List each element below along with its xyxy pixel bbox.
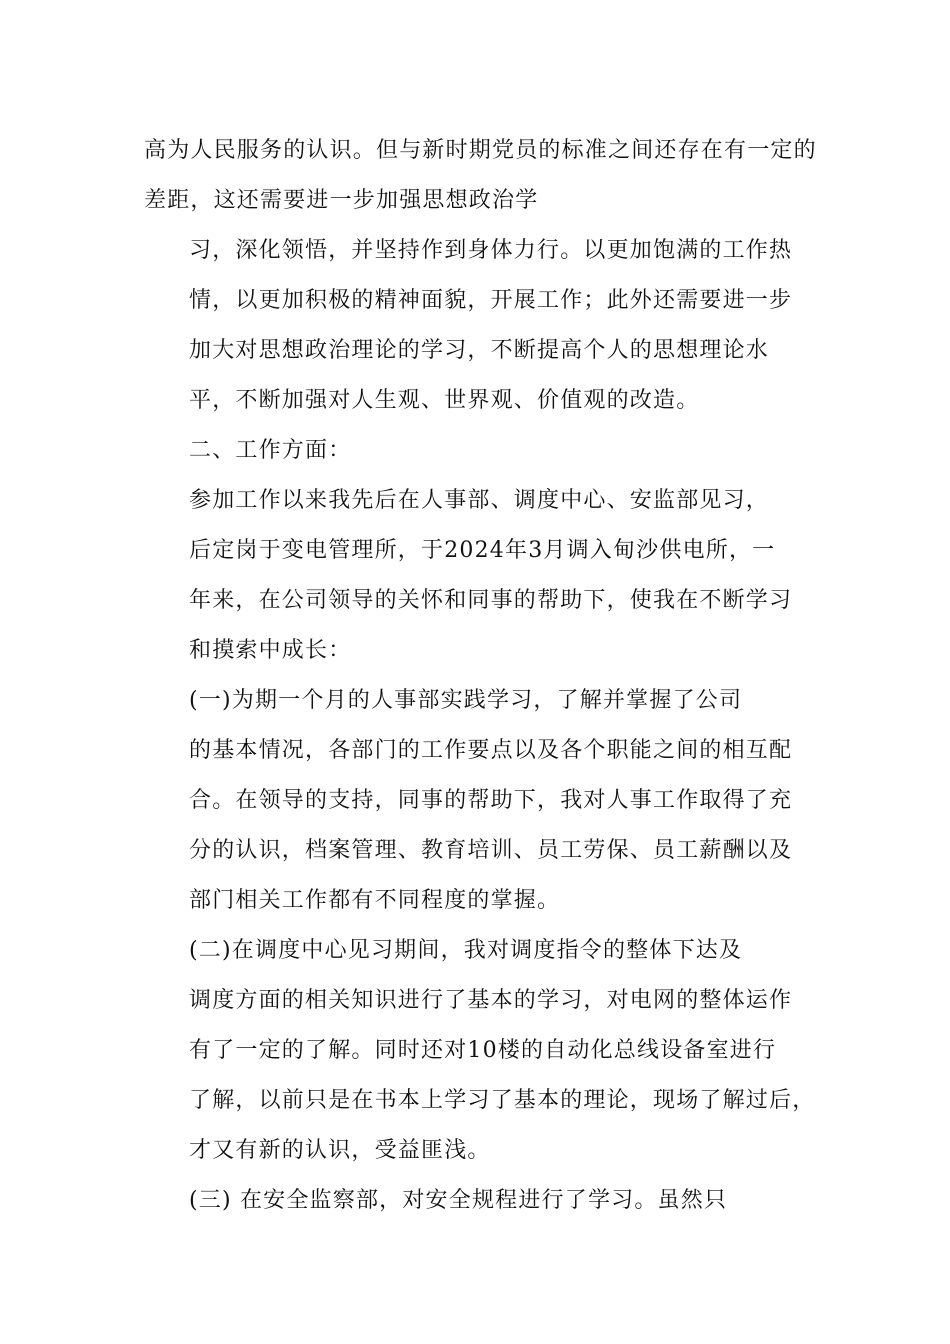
text-line-21: 才又有新的认识，受益匪浅。 (189, 1138, 491, 1163)
text-line-17: (二)在调度中心见习期间，我对调度指令的整体下达及 (189, 938, 743, 963)
text-line-3: 习，深化领悟，并坚持作到身体力行。以更加饱满的工作热 (189, 238, 793, 263)
text-line-13: 的基本情况，各部门的工作要点以及各个职能之间的相互配 (189, 738, 793, 763)
text-line-6: 平，不断加强对人生观、世界观、价值观的改造。 (189, 388, 700, 413)
text-line-8: 参加工作以来我先后在人事部、调度中心、安监部见习， (189, 488, 770, 513)
text-line-20: 了解，以前只是在书本上学习了基本的理论，现场了解过后， (189, 1088, 816, 1113)
text-line-15: 分的认识，档案管理、教育培训、员工劳保、员工薪酬以及 (189, 838, 793, 863)
text-line-14: 合。在领导的支持，同事的帮助下，我对人事工作取得了充 (189, 788, 793, 813)
text-line-10: 年来，在公司领导的关怀和同事的帮助下，使我在不断学习 (189, 588, 793, 613)
text-line-12: (一)为期一个月的人事部实践学习，了解并掌握了公司 (189, 688, 743, 713)
text-line-9: 后定岗于变电管理所，于2024年3月调入甸沙供电所，一 (189, 538, 776, 563)
section-heading: 二、工作方面： (189, 438, 352, 463)
text-line-19: 有了一定的了解。同时还对10楼的自动化总线设备室进行 (189, 1038, 777, 1063)
text-line-11: 和摸索中成长： (189, 638, 352, 663)
text-line-2: 差距，这还需要进一步加强思想政治学 (144, 188, 539, 213)
text-line-18: 调度方面的相关知识进行了基本的学习，对电网的整体运作 (189, 988, 793, 1013)
text-line-5: 加大对思想政治理论的学习，不断提高个人的思想理论水 (189, 338, 770, 363)
text-line-4: 情，以更加积极的精神面貌，开展工作；此外还需要进一步 (189, 288, 793, 313)
text-line-16: 部门相关工作都有不同程度的掌握。 (189, 888, 561, 913)
text-line-1: 高为人民服务的认识。但与新时期党员的标准之间还存在有一定的 (144, 138, 817, 163)
text-line-22: (三) 在安全监察部，对安全规程进行了学习。虽然只 (189, 1188, 728, 1213)
